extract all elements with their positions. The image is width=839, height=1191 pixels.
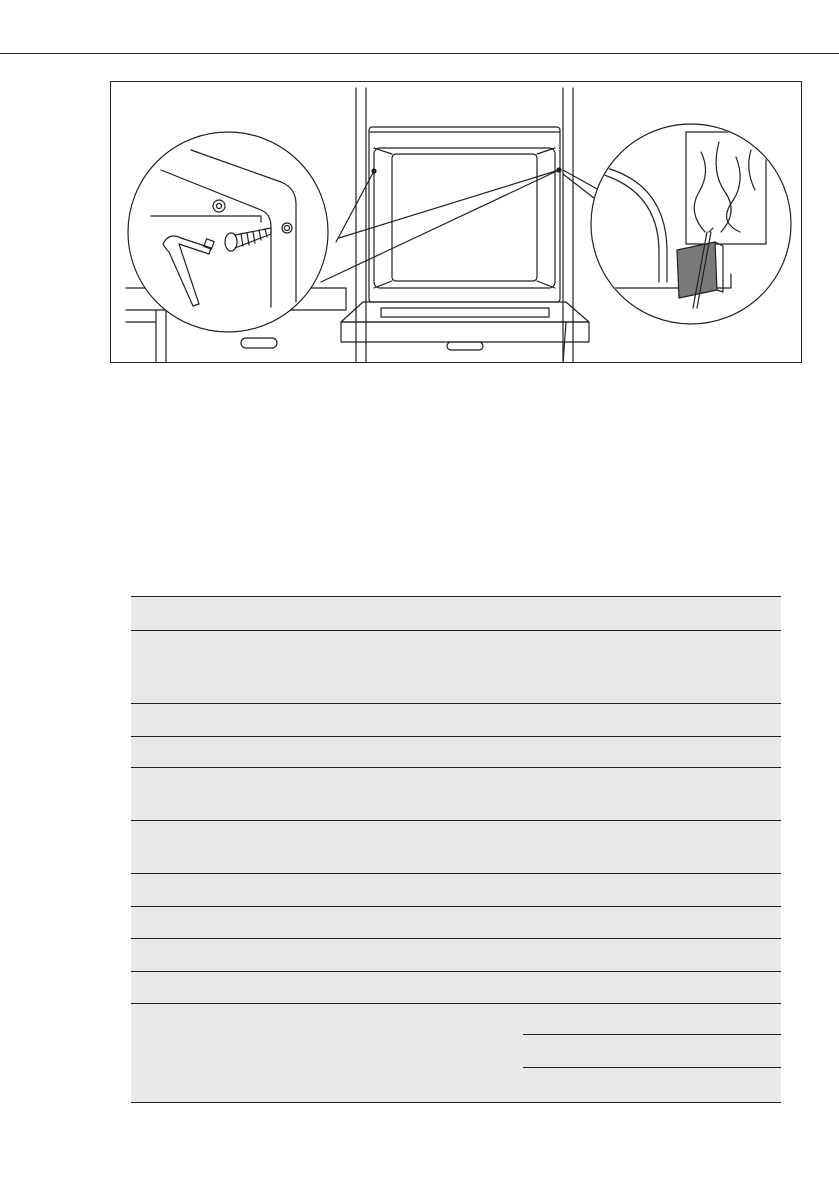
detail-screw-circle [128,132,328,332]
row-value [523,704,797,716]
specification-table [131,596,781,1103]
table-row [131,737,781,768]
table-row [131,597,781,631]
row-value [523,972,797,984]
row-label [131,821,527,833]
row-label [131,597,527,609]
row-label [131,704,527,716]
installation-figure [110,81,802,363]
row-label [131,631,527,643]
row-value [523,631,797,643]
table-row [131,874,781,907]
row-label [131,874,527,886]
row-value [523,939,797,951]
sub-value [523,1004,797,1016]
row-label [131,768,527,780]
row-value [523,874,797,886]
detail-bracket-circle [591,124,791,324]
sub-value-group [523,1004,781,1102]
row-label [131,907,527,919]
left-callout [321,168,599,282]
sub-value [523,1035,797,1047]
row-label [131,972,527,984]
row-value [523,821,797,833]
table-row [131,821,781,874]
row-value [523,597,797,609]
installation-illustration [111,82,802,363]
table-row [131,939,781,972]
table-row [131,768,781,821]
table-row [131,1004,781,1103]
row-label [131,1004,527,1016]
sub-value [523,1068,797,1080]
row-value [523,907,797,919]
row-label [131,737,527,749]
row-label [131,939,527,951]
header-rule [0,53,839,54]
row-value [523,737,797,749]
row-value [523,768,797,780]
table-row [131,631,781,704]
table-row [131,972,781,1004]
table-row [131,907,781,939]
table-row [131,704,781,737]
